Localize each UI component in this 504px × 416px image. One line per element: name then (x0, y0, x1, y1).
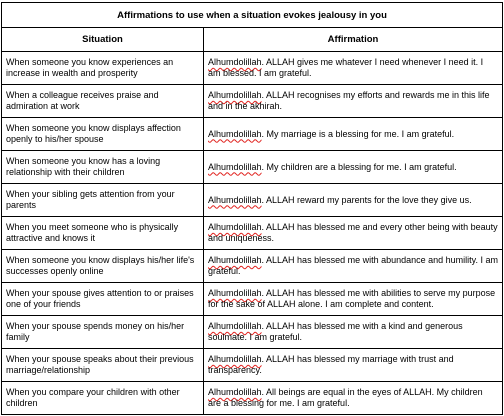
affirmation-cell (204, 184, 503, 217)
table-row (2, 52, 503, 85)
affirmation-cell (204, 250, 503, 283)
affirmation-cell (204, 151, 503, 184)
affirmation-cell (204, 349, 503, 382)
affirmation-text: . My children are a blessing for me. I am grateful. (261, 161, 457, 172)
table-row (2, 85, 503, 118)
affirmation-cell (204, 283, 503, 316)
affirmation-text: . ALLAH reward my parents for the love they give us. (261, 194, 472, 205)
affirmation-text: . ALLAH has blessed me with abilities to serve my purpose for the sake of ALLAH alone. I am complete and content. (208, 288, 496, 309)
table-row (2, 283, 503, 316)
affirmation-lead: Alhumdolillah (208, 57, 262, 67)
table-row (2, 316, 503, 349)
table-row (2, 382, 503, 415)
affirmation-cell (204, 316, 503, 349)
affirmation-lead: Alhumdolillah (208, 222, 262, 232)
header-row (2, 28, 503, 52)
affirmation-text: . All beings are equal in the eyes of ALLAH. My children are a blessing for me. I am grateful. (208, 387, 483, 408)
table-row (2, 217, 503, 250)
affirmation-text: . ALLAH has blessed me with a kind and generous soulmate. I am grateful. (208, 321, 463, 342)
affirmation-text: . ALLAH gives me whatever I need whenever I need it. I am blessed. I am grateful. (208, 57, 484, 78)
affirmation-text: . ALLAH recognises my efforts and rewards me in this life and in the akhirah. (208, 90, 490, 111)
situation-cell: When someone you know experiences an increase in wealth and prosperity (2, 52, 204, 85)
situation-cell: When your sibling gets attention from your parents (2, 184, 204, 217)
affirmation-lead: Alhumdolillah (208, 255, 262, 265)
affirmation-lead: Alhumdolillah (208, 387, 262, 397)
affirmation-cell (204, 118, 503, 151)
affirmation-lead: Alhumdolillah (208, 354, 262, 364)
affirmation-text: . ALLAH has blessed me and every other being with beauty and uniqueness. (208, 222, 498, 243)
situation-cell: When you compare your children with other children (2, 382, 204, 415)
title-row (2, 3, 503, 28)
affirmation-text: . ALLAH has blessed me with abundance and humility. I am grateful. (208, 255, 498, 276)
affirmation-lead: Alhumdolillah (208, 90, 262, 100)
affirmation-header: Affirmation (204, 28, 503, 52)
situation-cell: When your spouse speaks about their previous marriage/relationship (2, 349, 204, 382)
situation-cell: When your spouse gives attention to or praises one of your friends (2, 283, 204, 316)
table-row (2, 151, 503, 184)
affirmation-text: . My marriage is a blessing for me. I am grateful. (261, 128, 455, 139)
situation-header: Situation (2, 28, 204, 52)
affirmation-text: . ALLAH has blessed my marriage with trust and transparency. (208, 354, 454, 375)
table-row (2, 349, 503, 382)
affirmation-cell (204, 382, 503, 415)
situation-cell: When a colleague receives praise and admiration at work (2, 85, 204, 118)
affirmation-lead: Alhumdolillah (208, 128, 262, 139)
table-row (2, 184, 503, 217)
affirmation-lead: Alhumdolillah (208, 321, 262, 331)
table-row (2, 118, 503, 151)
affirmations-table (1, 2, 503, 415)
affirmation-cell (204, 217, 503, 250)
situation-cell: When someone you know displays affection openly to his/her spouse (2, 118, 204, 151)
situation-cell: When your spouse spends money on his/her family (2, 316, 204, 349)
situation-cell: When you meet someone who is physically attractive and knows it (2, 217, 204, 250)
affirmation-cell (204, 52, 503, 85)
table-row (2, 250, 503, 283)
affirmation-lead: Alhumdolillah (208, 161, 262, 172)
affirmation-lead: Alhumdolillah (208, 288, 262, 298)
table-title: Affirmations to use when a situation evokes jealousy in you (2, 3, 503, 28)
situation-cell: When someone you know has a loving relationship with their children (2, 151, 204, 184)
affirmation-cell (204, 85, 503, 118)
situation-cell: When someone you know displays his/her life's successes openly online (2, 250, 204, 283)
affirmation-lead: Alhumdolillah (208, 194, 262, 205)
